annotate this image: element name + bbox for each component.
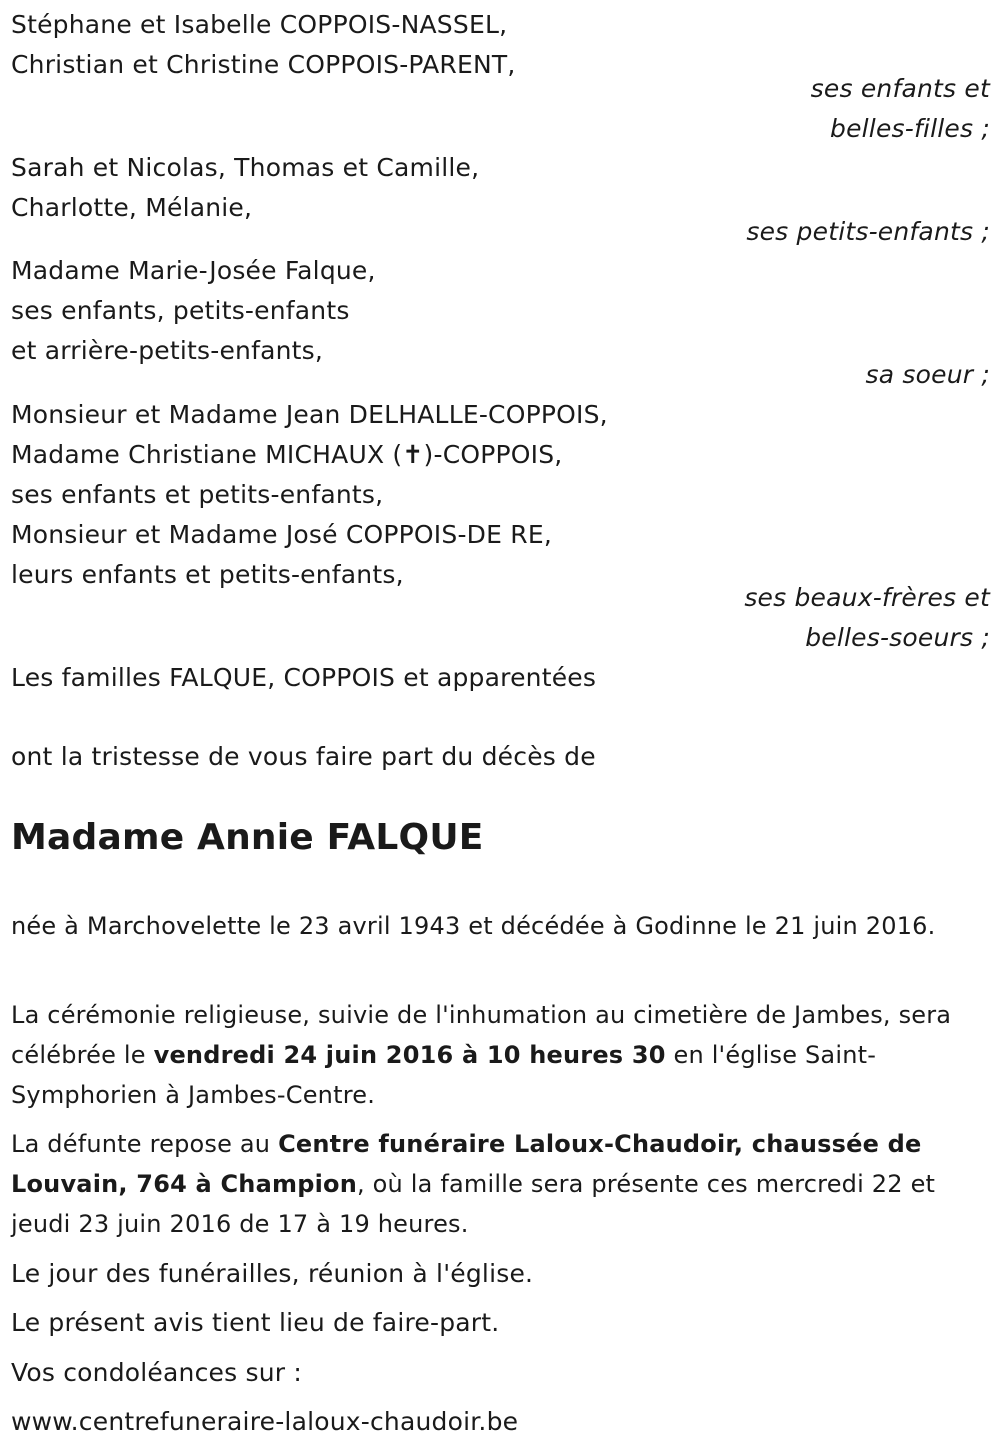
family-name-line: Madame Christiane MICHAUX (✝)-COPPOIS, [11,440,563,469]
family-name-line: ses enfants et petits-enfants, [11,480,384,509]
birth-death-paragraph: née à Marchovelette le 23 avril 1943 et décédée à Godinne le 21 juin 2016. [11,912,936,940]
notice-line: Le présent avis tient lieu de faire-part. [11,1308,500,1337]
family-name-line: Madame Marie-Josée Falque, [11,256,376,285]
family-name-line: Christian et Christine COPPOIS-PARENT, [11,50,516,79]
family-name-line: Charlotte, Mélanie, [11,193,253,222]
family-name-line: leurs enfants et petits-enfants, [11,560,404,589]
condolences-label: Vos condoléances sur : [11,1358,302,1387]
relation-label: ses beaux-frères et [744,583,990,612]
ceremony-date: vendredi 24 juin 2016 à 10 heures 30 [153,1041,666,1069]
rest-text: La défunte repose au [11,1130,279,1158]
family-name-line: Monsieur et Madame Jean DELHALLE-COPPOIS, [11,400,608,429]
ceremony-place: en l'église Saint-Symphorien à Jambes-Centre. [11,1041,877,1109]
deceased-name: Madame Annie FALQUE [11,817,484,858]
family-name-line: et arrière-petits-enfants, [11,336,324,365]
ceremony-text: La cérémonie religieuse, suivie de l'inhumation au cimetière de Jambes, sera célébrée le [11,1001,952,1069]
visiting-hours: , où la famille sera présente ces mercredi 22 et jeudi 23 juin 2016 de 17 à 19 heures. [11,1170,936,1238]
family-name-line: Monsieur et Madame José COPPOIS-DE RE, [11,520,552,549]
families-line: Les familles FALQUE, COPPOIS et apparentées [11,663,597,692]
family-name-line: ses enfants, petits-enfants [11,296,350,325]
relation-label: belles-filles ; [830,114,990,143]
relation-label: ses enfants et [810,74,990,103]
funeral-home-address: Centre funéraire Laloux-Chaudoir, chaussée de Louvain, 764 à Champion [11,1130,922,1198]
condolences-website-link[interactable]: www.centrefuneraire-laloux-chaudoir.be [11,1407,519,1436]
relation-label: sa soeur ; [865,360,990,389]
family-name-line: Stéphane et Isabelle COPPOIS-NASSEL, [11,10,508,39]
announcement-text: ont la tristesse de vous faire part du décès de [11,742,596,771]
ceremony-paragraph [11,995,971,1115]
family-name-line: Sarah et Nicolas, Thomas et Camille, [11,153,480,182]
relation-label: belles-soeurs ; [805,623,990,652]
funeral-meeting-line: Le jour des funérailles, réunion à l'église. [11,1259,534,1288]
rest-paragraph [11,1124,971,1244]
relation-label: ses petits-enfants ; [746,217,990,246]
